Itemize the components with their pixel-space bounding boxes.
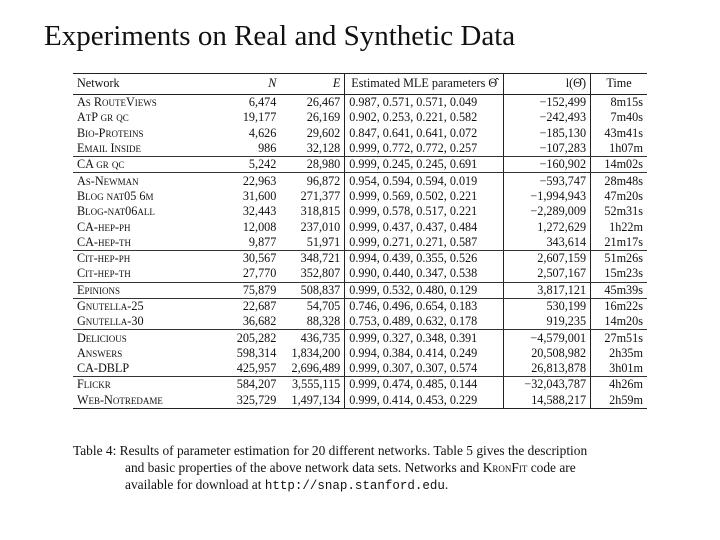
row-params: 0.999, 0.414, 0.453, 0.229 [345, 393, 504, 409]
row-loglik: −1,994,943 [504, 189, 591, 204]
row-params: 0.999, 0.271, 0.271, 0.587 [345, 235, 504, 251]
row-params: 0.999, 0.772, 0.772, 0.257 [345, 141, 504, 157]
row-loglik: 530,199 [504, 298, 591, 314]
row-loglik: 20,508,982 [504, 346, 591, 361]
header-params: Estimated MLE parameters Θ̂ [345, 74, 504, 95]
row-e: 32,128 [280, 141, 344, 157]
row-loglik: 343,614 [504, 235, 591, 251]
row-e: 29,602 [306, 125, 341, 140]
table-row [73, 393, 647, 409]
row-time: 2h35m [591, 346, 647, 361]
row-params: 0.999, 0.245, 0.245, 0.691 [345, 157, 504, 173]
row-n: 584,207 [236, 377, 277, 392]
row-network: Cit-hep-ph [77, 251, 131, 266]
row-time: 1h22m [591, 219, 647, 234]
row-e: 96,872 [306, 173, 341, 188]
table-row [73, 250, 647, 266]
row-time: 3h01m [591, 361, 647, 377]
table-row [73, 204, 647, 219]
row-loglik: 3,817,121 [504, 282, 591, 298]
row-loglik: −107,283 [504, 141, 591, 157]
row-loglik: 2,607,159 [504, 250, 591, 266]
row-e: 54,705 [306, 299, 341, 313]
header-time: Time [591, 74, 647, 95]
table-row [73, 189, 647, 204]
row-e: 318,815 [300, 204, 341, 219]
row-params: 0.987, 0.571, 0.571, 0.049 [345, 95, 504, 111]
row-network: As RouteViews [77, 95, 157, 110]
table-row [73, 141, 647, 157]
row-loglik: −32,043,787 [504, 377, 591, 393]
row-network: AtP gr qc [77, 110, 129, 125]
row-e: 26,467 [306, 95, 341, 110]
table-row [73, 330, 647, 346]
table-header-row [73, 74, 647, 95]
row-loglik: −160,902 [504, 157, 591, 173]
row-network: As-Newman [77, 173, 139, 188]
row-time: 45m39s [591, 282, 647, 298]
table-row [73, 157, 647, 173]
row-time: 27m51s [591, 330, 647, 346]
table-row [73, 298, 647, 314]
caption-tool-name: KronFit [482, 460, 528, 475]
row-time: 43m41s [591, 126, 647, 141]
row-params: 0.999, 0.474, 0.485, 0.144 [345, 377, 504, 393]
header-e: E [280, 74, 344, 95]
row-time: 14m02s [591, 157, 647, 173]
table-row [73, 95, 647, 111]
row-e: 88,328 [280, 314, 344, 330]
row-loglik: −185,130 [504, 126, 591, 141]
row-network: Blog nat05 6m [77, 188, 154, 203]
table-row [73, 346, 647, 361]
row-time: 16m22s [591, 298, 647, 314]
row-network: Cit-hep-th [73, 266, 228, 282]
row-loglik: −4,579,001 [504, 330, 591, 346]
row-network: Epinions [73, 282, 228, 298]
row-network: Gnutella-30 [73, 314, 228, 330]
row-params: 0.990, 0.440, 0.347, 0.538 [345, 266, 504, 282]
row-n: 5,242 [228, 157, 280, 173]
table-row [73, 282, 647, 298]
table-row [73, 235, 647, 251]
row-loglik: 26,813,878 [504, 361, 591, 377]
row-network: Bio-Proteins [77, 125, 144, 140]
table-row [73, 266, 647, 282]
row-n: 425,957 [228, 361, 280, 377]
row-n: 19,177 [242, 110, 277, 125]
table-row [73, 219, 647, 234]
table-row [73, 314, 647, 330]
row-e: 271,377 [300, 188, 341, 203]
row-n: 27,770 [228, 266, 280, 282]
row-network: Blog-nat06all [77, 204, 155, 219]
row-e: 508,837 [280, 282, 344, 298]
row-time: 7m40s [591, 110, 647, 125]
row-n: 22,687 [242, 299, 277, 313]
row-network: Answers [77, 345, 123, 360]
row-n: 205,282 [236, 330, 277, 345]
row-n: 9,877 [228, 235, 280, 251]
row-time: 52m31s [591, 204, 647, 219]
row-time: 15m23s [591, 266, 647, 282]
row-n: 31,600 [242, 188, 277, 203]
row-n: 6,474 [248, 95, 277, 110]
row-n: 325,729 [236, 392, 277, 407]
row-params: 0.954, 0.594, 0.594, 0.019 [345, 173, 504, 189]
row-time: 1h07m [591, 141, 647, 157]
row-network: Email Inside [73, 141, 228, 157]
row-network: Web-Notredame [77, 392, 163, 407]
row-params: 0.999, 0.307, 0.307, 0.574 [345, 361, 504, 377]
row-params: 0.994, 0.439, 0.355, 0.526 [345, 250, 504, 266]
row-n: 598,314 [236, 345, 277, 360]
table-row [73, 377, 647, 393]
row-params: 0.999, 0.327, 0.348, 0.391 [345, 330, 504, 346]
row-e: 436,735 [300, 330, 341, 345]
row-n: 75,879 [228, 282, 280, 298]
row-n: 36,682 [228, 314, 280, 330]
row-loglik: 919,235 [504, 314, 591, 330]
row-network: CA-hep-ph [77, 219, 131, 234]
caption-url: http://snap.stanford.edu [264, 479, 445, 493]
header-loglik: l(Θ̂) [504, 74, 591, 95]
row-time: 8m15s [591, 95, 647, 111]
table-row [73, 361, 647, 377]
table-caption [73, 442, 651, 495]
row-loglik: −152,499 [504, 95, 591, 111]
row-e: 2,696,489 [280, 361, 344, 377]
row-time: 28m48s [591, 173, 647, 189]
table-row [73, 173, 647, 189]
row-e: 51,971 [280, 235, 344, 251]
caption-line-2: and basic properties of the above network data sets. Networks and [125, 460, 483, 475]
row-n: 4,626 [248, 125, 277, 140]
row-network: CA gr qc [73, 157, 228, 173]
row-loglik: 2,507,167 [504, 266, 591, 282]
row-e: 26,169 [306, 110, 341, 125]
header-network: Network [73, 74, 228, 95]
row-loglik: 14,588,217 [504, 393, 591, 409]
row-e: 348,721 [300, 251, 341, 266]
slide-title: Experiments on Real and Synthetic Data [44, 20, 516, 52]
row-params: 0.753, 0.489, 0.632, 0.178 [345, 314, 504, 330]
table-row [73, 110, 647, 125]
row-time: 47m20s [591, 189, 647, 204]
row-params: 0.999, 0.569, 0.502, 0.221 [345, 189, 504, 204]
row-e: 1,834,200 [291, 345, 341, 360]
row-network: CA-hep-th [73, 235, 228, 251]
row-params: 0.902, 0.253, 0.221, 0.582 [345, 110, 504, 125]
row-network: CA-DBLP [73, 361, 228, 377]
caption-label: Table 4: [73, 443, 117, 458]
row-n: 986 [228, 141, 280, 157]
row-time: 51m26s [591, 250, 647, 266]
caption-line-3: available for download at [125, 477, 265, 492]
row-params: 0.999, 0.578, 0.517, 0.221 [345, 204, 504, 219]
row-loglik: −242,493 [504, 110, 591, 125]
header-n: N [228, 74, 280, 95]
row-loglik: 1,272,629 [504, 219, 591, 234]
row-e: 352,807 [280, 266, 344, 282]
row-params: 0.847, 0.641, 0.641, 0.072 [345, 126, 504, 141]
row-loglik: −593,747 [504, 173, 591, 189]
row-n: 30,567 [242, 251, 277, 266]
row-time: 4h26m [591, 377, 647, 393]
row-e: 3,555,115 [291, 377, 341, 392]
table-body [73, 95, 647, 409]
row-n: 12,008 [242, 219, 277, 234]
row-loglik: −2,289,009 [504, 204, 591, 219]
row-network: Gnutella-25 [77, 299, 144, 313]
row-network: Delicious [77, 330, 127, 345]
row-e: 237,010 [300, 219, 341, 234]
table-row [73, 126, 647, 141]
row-e: 28,980 [280, 157, 344, 173]
row-time: 14m20s [591, 314, 647, 330]
caption-line-2-end: code are [527, 460, 576, 475]
row-network: Flickr [77, 377, 111, 392]
caption-line-3-end: . [444, 477, 449, 492]
row-params: 0.994, 0.384, 0.414, 0.249 [345, 346, 504, 361]
row-n: 22,963 [242, 173, 277, 188]
row-params: 0.999, 0.532, 0.480, 0.129 [345, 282, 504, 298]
row-time: 21m17s [591, 235, 647, 251]
row-params: 0.746, 0.496, 0.654, 0.183 [345, 298, 504, 314]
row-params: 0.999, 0.437, 0.437, 0.484 [345, 219, 504, 234]
row-e: 1,497,134 [291, 392, 341, 407]
parameters-table [73, 73, 647, 409]
row-time: 2h59m [591, 393, 647, 409]
caption-line-1: Results of parameter estimation for 20 different networks. Table 5 gives the description [119, 443, 588, 458]
row-n: 32,443 [242, 204, 277, 219]
